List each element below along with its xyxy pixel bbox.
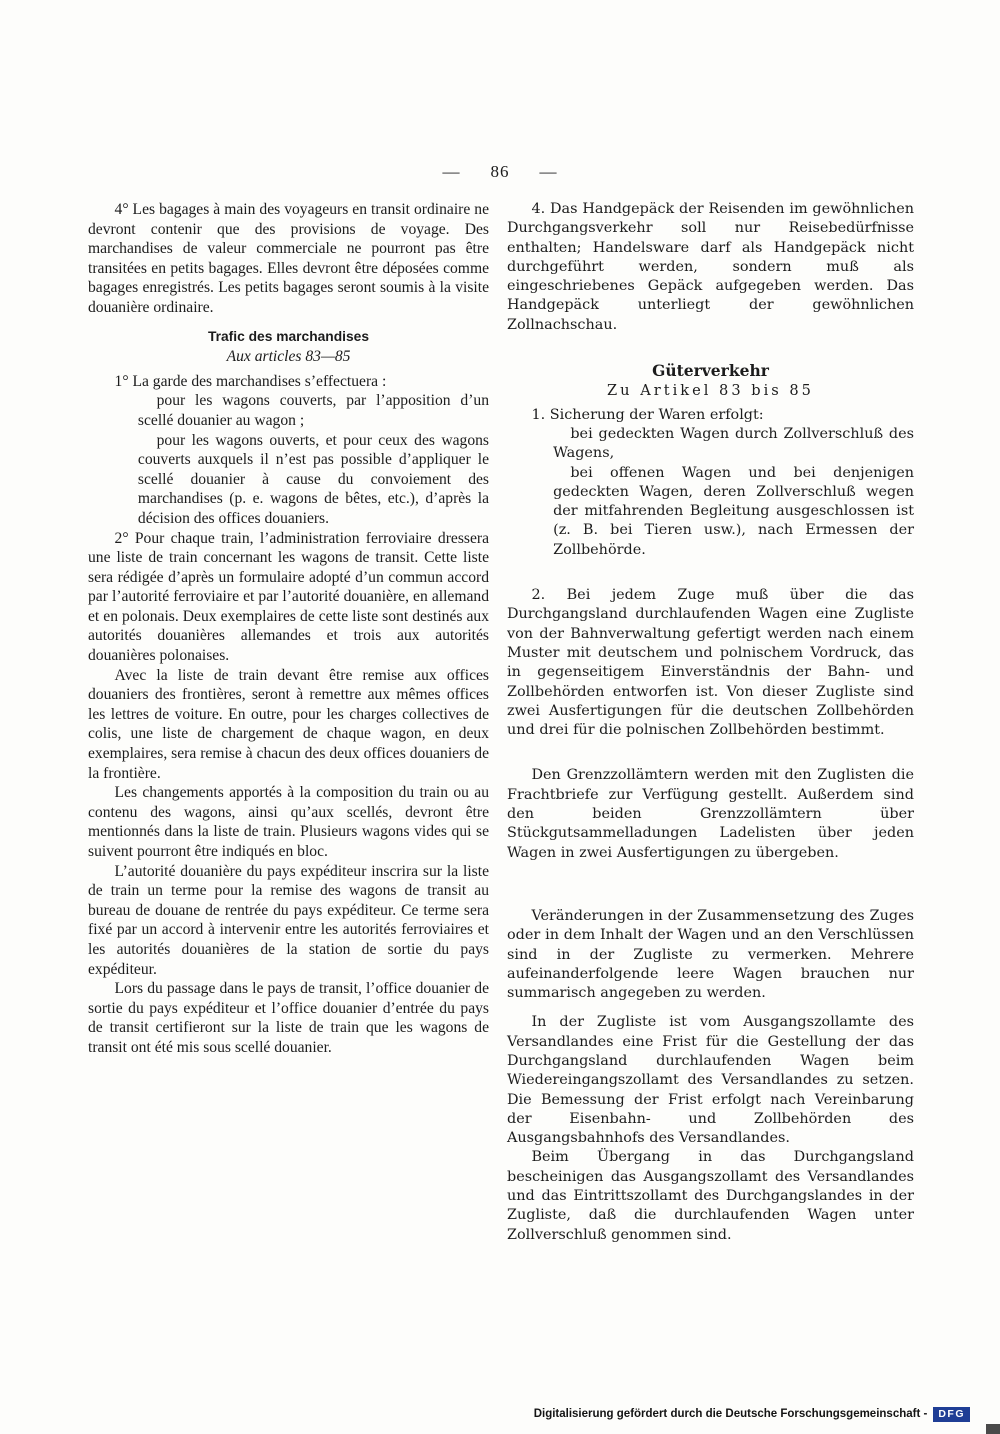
section-subheading-fr: Aux articles 83—85 [226,348,351,366]
paragraph-de-veraenderungen: Veränderungen in der Zusammensetzung des Zuges oder in dem Inhalt der Wagen und an den Verschlüssen sind in der Zugliste zu vermerken. Mehrere aufeinanderfolgende leere Wagen brauchen nur summarisch angegeben zu werden. [507,907,914,1002]
page-number-value: 86 [490,162,510,181]
paragraph-fr-liste-de-train: 2° Pour chaque train, l’administration ferroviaire dressera une liste de train concernant les wagons de transit. Cette liste sera rédigée d’après un formulaire adopté d’un commun accord par l’autorité ferroviaire et par l’autorité douanière, en allemand et en polonais. Deux exemplaires de cette liste sont destinés aux autorités douanières allemandes et trois aux autorités douanières polonaises. [88,529,489,665]
paragraph-fr-hand-baggage: 4° Les bagages à main des voyageurs en transit ordinaire ne devront contenir que des provisions de voyage. Des marchandises de valeur commerciale ne pourront pas être transitées en petits bagages. Elles devront être déposées comme bagages enregistrés. Les petits bagages seront soumis à la visite douanière ordinaire. [88,201,489,316]
credit-text: Digitalisierung gefördert durch die Deutsche Forschungsgemeinschaft - [533,1408,928,1421]
subparagraph-fr-wagons-ouverts: pour les wagons ouverts, et pour ceux des wagons couverts auxquels il n’est pas possible d’appliquer le scellé douanier à cause du convoiement des marchandises (p. e. wagons de bêtes, etc.), d’après la décision des offices douaniers. [137,431,489,527]
digitization-credit [534,1407,970,1423]
section-subheading-de: Zu Artikel 83 bis 85 [607,382,814,400]
scan-edge-artifact [986,1424,1000,1434]
french-column [88,200,489,1245]
section-heading-de: Güterverkehr [652,361,769,381]
paragraph-fr-changements: Les changements apportés à la composition du train ou au contenu des wagons, ainsi qu’aux scellés, devront être mentionnés dans la liste de train. Plusieurs wagons vides qui se suivent pourront être indiqués en bloc. [88,784,489,860]
page-number [0,162,1000,182]
two-column-layout [88,200,914,1245]
paragraph-de-zugliste: 2. Bei jedem Zuge muß über die das Durchgangsland durchlaufenden Wagen eine Zugliste von der Bahnverwaltung gefertigt werden nach einem Muster mit deutschem und polnischem Vordruck, das in gegenseitigem Einverständnis der Bahn- und Zollbehörden entworfen ist. Von dieser Zugliste sind zwei Ausfertigungen für die deutschen Zollbehörden und drei für die polnischen Zollbehörden bestimmt. [507,587,914,739]
paragraph-de-frist: In der Zugliste ist vom Ausgangszollamte des Versandlandes eine Frist für die Gestellung der das Durchgangsland durchlaufenden Wagen beim Wiedereingangszollamt des Versandlandes zu setzen. Die Bemessung der Frist erfolgt nach Vereinbarung der Eisenbahn- und Zollbehörden des Ausgangsbahnhofs des Versandlandes. [507,1014,914,1147]
paragraph-fr-terme: L’autorité douanière du pays expéditeur inscrira sur la liste de train un terme pour la remise des wagons de transit au bureau de douane de rentrée du pays expéditeur. Ce terme sera fixé par un accord à intervenir entre les autorités ferroviaires et les autorités douanières de la station de sortie du pays expéditeur. [88,862,489,978]
page-number-dash-right: — [539,162,558,181]
paragraph-de-uebergang: Beim Übergang in das Durchgangsland bescheinigen das Ausgangszollamt des Versandlandes und das Eintrittszollamt des Durchgangslandes in der Zugliste, daß die durchlaufenden Wagen unter Zollverschluß genommen sind. [507,1149,914,1243]
subparagraph-fr-wagons-couverts: pour les wagons couverts, par l’apposition d’un scellé douanier au wagon ; [137,392,489,429]
german-column [507,200,914,1245]
subparagraph-de-offene-wagen: bei offenen Wagen und bei denjenigen gedeckten Wagen, deren Zollverschluß wegen der mitfahrenden Begleitung ausgeschlossen ist (z. B. bei Tieren usw.), nach Ermessen der Zollbehörde. [553,464,914,558]
paragraph-fr-passage-transit: Lors du passage dans le pays de transit, l’office douanier de sortie du pays expéditeur et l’office douanier d’entrée du pays de transit certifieront sur la liste de train que les wagons de transit ont été mis sous scellé douanier. [88,980,489,1056]
page-number-dash-left: — [442,162,461,181]
dfg-logo: DFG [933,1407,970,1423]
section-heading-fr: Trafic des marchandises [207,328,370,344]
paragraph-de-handgepaeck: 4. Das Handgepäck der Reisenden im gewöhnlichen Durchgangsverkehr soll nur Reisebedürfnisse enthalten; Handelsware darf als Handgepäck nicht durchgeführt werden, sondern muß als eingeschriebenes Gepäck aufgegeben werden. Das Handgepäck unterliegt der gewöhnlichen Zollnachschau. [507,201,914,333]
paragraph-de-sicherung: 1. Sicherung der Waren erfolgt: [531,406,764,423]
paragraph-de-grenzzollaemter: Den Grenzzollämtern werden mit den Zuglisten die Frachtbriefe zur Verfügung gestellt. Außerdem sind den beiden Grenzzollämtern über Stückgutsammelladungen Ladelisten über jeden Wagen in zwei Ausfertigungen zu übergeben. [507,767,914,861]
subparagraph-de-gedeckte-wagen: bei gedeckten Wagen durch Zollverschluß des Wagens, [553,425,914,462]
paragraph-fr-lettres-de-voiture: Avec la liste de train devant être remise aux offices douaniers des frontières, seront à remettre aux mêmes offices les lettres de voiture. En outre, pour les charges collectives de colis, une liste de chargement de chaque wagon, en deux exemplaires, sera remise à chacun des deux offices douaniers de la frontière. [88,666,489,782]
paragraph-fr-garde: 1° La garde des marchandises s’effectuera : [114,372,387,390]
